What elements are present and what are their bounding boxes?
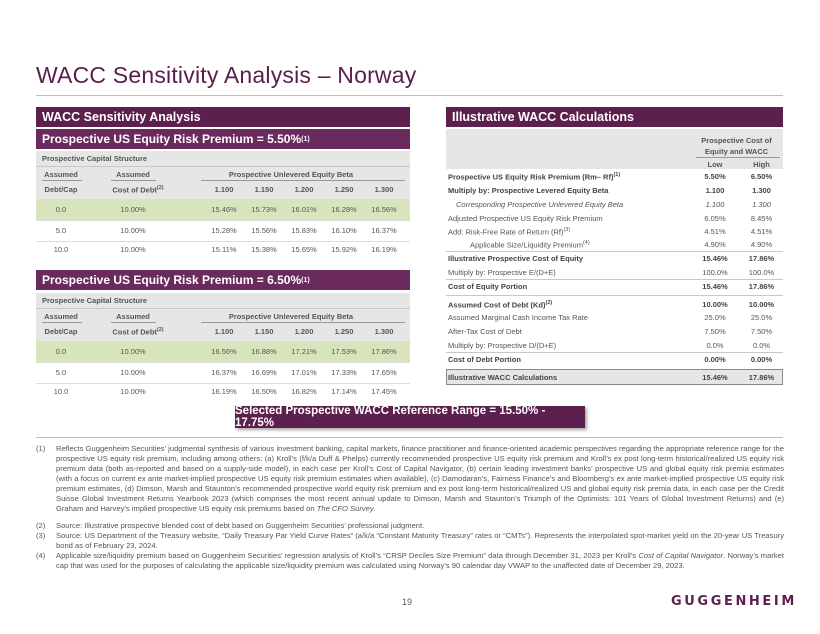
beta-header: 1.100: [214, 185, 234, 194]
capital-structure-label: Prospective Capital Structure: [42, 154, 148, 163]
table-cell: 10.00%: [120, 205, 146, 214]
footnote: [36, 551, 784, 571]
row-low: 15.46%: [702, 254, 728, 263]
row-label-sup: (1): [613, 172, 621, 178]
row-low: 7.50%: [704, 327, 726, 336]
footnote-text: [56, 551, 784, 571]
row-label-sup: (3): [563, 227, 571, 233]
table-cell: 5.0: [55, 226, 67, 235]
row-high: 0.0%: [752, 341, 771, 350]
table-cell: 17.86%: [371, 347, 397, 356]
table-cell: 15.65%: [291, 245, 317, 254]
table-cell: 10.0: [53, 387, 69, 396]
footnote-body: Reflects Guggenheim Securities’ judgmental synthesis of various investment banking, capital markets, finance practitioner and finance-oriented academic perspectives regarding the appropriate reference range for the prospective US equity risk premium, including among others: (a) Kroll’s (f/k/a Duff & Phelps) currently recommended prospective US equity risk premium and Kroll’s ex post long-term historical/realized US equity risk premium data (both as-reported and based on a supply-side model), in each case per Kroll’s Cost of Capital Navigator, (b) certain leading investment banks’ prospective US and global equity risk premia estimates (with a focus on current ex ante market-implied prospective US equity risk premium estimates when available), (c) Damodaran’s, Fairness Finance’s and Bloomberg’s ex ante market-implied prospective US equity risk premium estimates, (d) Dimson, Marsh and Staunton’s recommended prospective world equity risk premium and ex post long-term historical/realized US and global equity risk premia data, in each case per the Credit Suisse Global Investment Returns Yearbook 2023 (which comprises the most recent annual update to Dimson, Marsh and Staunton’s Triumph of the Optimists: 101 Years of Global Investment Returns) and (e) Graham and Harvey’s implied prospective US equity risk premiums based on: [56, 444, 784, 513]
table-cell: 17.53%: [331, 347, 357, 356]
footnote-italic: The CFO Survey: [316, 504, 374, 513]
footnote-text: [56, 444, 784, 514]
row-label: After-Tax Cost of Debt: [448, 327, 522, 336]
table-cell: 17.21%: [291, 347, 317, 356]
footnote-number: (4): [36, 551, 46, 560]
row-label: Adjusted Prospective US Equity Risk Premium: [448, 214, 603, 223]
table1-title-sup: (1): [301, 135, 310, 143]
table-cell: 17.45%: [371, 387, 397, 396]
row-high: 17.86%: [748, 373, 775, 382]
table-cell: 16.28%: [331, 205, 357, 214]
beta-header: 1.250: [334, 327, 354, 336]
table-cell: 15.56%: [251, 226, 277, 235]
beta-header: 1.200: [294, 185, 314, 194]
table-cell: 16.37%: [371, 226, 397, 235]
table-cell: 15.38%: [251, 245, 277, 254]
footnote: [36, 444, 784, 514]
beta-header: 1.300: [374, 327, 394, 336]
left-section-header: [36, 107, 410, 127]
row-low: 0.00%: [704, 355, 726, 364]
table-cell: 15.83%: [291, 226, 317, 235]
guggenheim-logo: GUGGENHEIM: [671, 594, 797, 609]
beta-header: 1.150: [254, 327, 274, 336]
wacc-group-label: [690, 135, 783, 157]
col-assumed-1: Assumed: [44, 170, 78, 179]
row-low: 10.00%: [702, 300, 728, 309]
table-cell: 10.00%: [120, 226, 146, 235]
row-label: [448, 300, 552, 310]
table-cell: 10.00%: [120, 368, 146, 377]
footnote: [36, 531, 784, 551]
footnote-tail: .: [373, 504, 376, 513]
row-low: 4.51%: [704, 227, 726, 236]
footnote-number: (2): [36, 521, 46, 530]
row-label-text: Add: Risk-Free Rate of Return (Rf): [448, 227, 564, 237]
col-cost-of-debt-sup: (2): [156, 185, 164, 191]
row-label: Cost of Debt Portion: [448, 355, 521, 364]
row-high: 17.86%: [748, 282, 775, 291]
table-cell: 0.0: [55, 347, 67, 356]
footnote-italic: Cost of Capital Navigator: [638, 551, 724, 560]
wacc-calculation-table: [446, 129, 783, 387]
row-low: 6.05%: [704, 214, 726, 223]
table-cell: 5.0: [55, 368, 67, 377]
col-low: Low: [707, 160, 723, 169]
table-cell: 16.50%: [251, 387, 277, 396]
row-low: 100.0%: [702, 268, 728, 277]
wacc-group-label-line2: Equity and WACC: [704, 147, 769, 156]
row-high: 1.300: [752, 186, 771, 195]
sensitivity-table-1: [36, 151, 410, 256]
row-low: 0.0%: [706, 341, 724, 350]
row-label: Multiply by: Prospective E/(D+E): [448, 268, 556, 277]
table-cell: 10.00%: [120, 387, 146, 396]
row-label: [448, 227, 570, 237]
table-cell: 16.10%: [331, 226, 357, 235]
row-high: 17.86%: [748, 254, 775, 263]
table2-title-sup: (1): [301, 276, 310, 284]
row-label: Multiply by: Prospective D/(D+E): [448, 341, 557, 350]
table-cell: 15.46%: [211, 205, 237, 214]
row-label: Cost of Equity Portion: [448, 282, 528, 291]
table2-title: [36, 270, 410, 290]
table-cell: 16.37%: [211, 368, 237, 377]
title-divider: [36, 95, 783, 96]
wacc-group-label-line1: Prospective Cost of: [701, 136, 772, 145]
footnote-text: Source: US Department of the Treasury website, “Daily Treasury Par Yield Curve Rates” (a/k/a “Constant Maturity Treasury” rates or “CMTs”). Represents the interpolated spot-market yield on the 20-year US Treasury bond as of February 23, 2024.: [56, 531, 784, 550]
beta-header: 1.250: [334, 185, 354, 194]
row-label-sup: (4): [582, 240, 590, 246]
row-high: 8.45%: [750, 214, 773, 223]
row-label: Corresponding Prospective Unlevered Equity Beta: [456, 200, 624, 209]
footnote-number: (1): [36, 444, 46, 453]
col-debt-cap: Debt/Cap: [44, 327, 78, 336]
row-label: Illustrative Prospective Cost of Equity: [448, 254, 584, 263]
table-cell: 16.19%: [371, 245, 397, 254]
row-low: 15.46%: [702, 373, 728, 382]
footnote-tail: . Norway’s market cap that was used for the purposes of calculating the applicable size/liquidity premium was calculated using Norway’s 90 calendar day VWAP to the unaffected date of December 29, 2023.: [56, 551, 784, 570]
table1-title-text: Prospective US Equity Risk Premium = 5.50%: [42, 132, 302, 146]
col-cost-of-debt-sup: (2): [156, 327, 164, 333]
col-debt-cap: Debt/Cap: [44, 185, 78, 194]
page-title: WACC Sensitivity Analysis – Norway: [36, 62, 417, 88]
col-assumed-2: Assumed: [116, 312, 150, 321]
row-label: Multiply by: Prospective Levered Equity Beta: [448, 186, 609, 195]
col-assumed-2: Assumed: [116, 170, 150, 179]
footnote-text: Source: Illustrative prospective blended cost of debt based on Guggenheim Securities’ professional judgment.: [56, 521, 425, 530]
row-low: 15.46%: [702, 282, 728, 291]
table-cell: 16.82%: [291, 387, 317, 396]
table-cell: 16.19%: [211, 387, 237, 396]
beta-header: 1.100: [214, 327, 234, 336]
row-label: [470, 240, 590, 250]
col-assumed-1: Assumed: [44, 312, 78, 321]
table-cell: 16.01%: [291, 205, 317, 214]
page-number: 19: [402, 597, 413, 607]
beta-header: 1.200: [294, 327, 314, 336]
footnote-body: Applicable size/liquidity premium based on Guggenheim Securities’ regression analysis of Kroll’s “CRSP Deciles Size Premium” data through December 31, 2023 per Kroll’s: [56, 551, 639, 560]
col-beta-group: Prospective Unlevered Equity Beta: [228, 170, 354, 179]
table-cell: 10.0: [53, 245, 69, 254]
table-cell: 16.56%: [371, 205, 397, 214]
row-high: 0.00%: [750, 355, 773, 364]
table-cell: 17.33%: [331, 368, 357, 377]
row-label: Assumed Marginal Cash Income Tax Rate: [448, 313, 588, 322]
reference-range-text: Selected Prospective WACC Reference Range = 15.50% - 17.75%: [235, 405, 546, 429]
reference-range-banner: [235, 406, 585, 428]
row-label-text: Assumed Cost of Debt (Kd): [448, 300, 546, 310]
col-cost-of-debt: [98, 185, 178, 195]
left-section-header-text: WACC Sensitivity Analysis: [42, 110, 201, 124]
row-label-text: Prospective US Equity Risk Premium (Rm– Rf): [448, 172, 614, 182]
footnote-divider: [36, 437, 783, 438]
row-low: 1.100: [705, 186, 725, 195]
table-cell: 16.56%: [211, 347, 237, 356]
row-high: 4.51%: [750, 227, 773, 236]
row-low: 5.50%: [704, 172, 726, 181]
footnote: [36, 521, 784, 531]
table-cell: 10.00%: [120, 245, 146, 254]
row-label-text: Applicable Size/Liquidity Premium: [470, 240, 583, 250]
row-high: 4.90%: [750, 240, 773, 249]
footnote-number: (3): [36, 531, 46, 540]
row-low: 4.90%: [704, 240, 726, 249]
table-cell: 15.73%: [251, 205, 277, 214]
row-label: Illustrative WACC Calculations: [448, 373, 558, 382]
table-cell: 15.28%: [211, 226, 237, 235]
col-high: High: [753, 160, 770, 169]
row-high: 7.50%: [750, 327, 773, 336]
table-cell: 16.69%: [251, 368, 277, 377]
table-cell: 17.65%: [371, 368, 397, 377]
col-cost-of-debt: [98, 327, 178, 337]
row-high: 100.0%: [748, 268, 775, 277]
sensitivity-table-2: [36, 293, 410, 398]
row-high: 10.00%: [748, 300, 775, 309]
right-section-header: [446, 107, 783, 127]
beta-header: 1.300: [374, 185, 394, 194]
table-cell: 17.01%: [291, 368, 317, 377]
table-cell: 10.00%: [120, 347, 146, 356]
row-label: [448, 172, 620, 182]
col-beta-group: Prospective Unlevered Equity Beta: [228, 312, 354, 321]
table-cell: 17.14%: [331, 387, 357, 396]
row-high: 6.50%: [750, 172, 773, 181]
table1-title: [36, 129, 410, 149]
right-section-header-text: Illustrative WACC Calculations: [452, 110, 634, 124]
col-cost-of-debt-text: Cost of Debt: [112, 185, 157, 195]
table-cell: 15.92%: [331, 245, 357, 254]
row-label-sup: (2): [545, 300, 553, 306]
capital-structure-label: Prospective Capital Structure: [42, 296, 148, 305]
col-cost-of-debt-text: Cost of Debt: [112, 327, 157, 337]
row-low: 1.100: [705, 200, 725, 209]
table-cell: 0.0: [55, 205, 67, 214]
table2-title-text: Prospective US Equity Risk Premium = 6.50%: [42, 273, 302, 287]
row-high: 25.0%: [750, 313, 773, 322]
table-cell: 15.11%: [211, 245, 237, 254]
table-cell: 16.88%: [251, 347, 277, 356]
row-high: 1.300: [752, 200, 771, 209]
beta-header: 1.150: [254, 185, 274, 194]
row-low: 25.0%: [704, 313, 726, 322]
capital-structure-group-header: [36, 293, 410, 308]
capital-structure-group-header: [36, 151, 410, 166]
